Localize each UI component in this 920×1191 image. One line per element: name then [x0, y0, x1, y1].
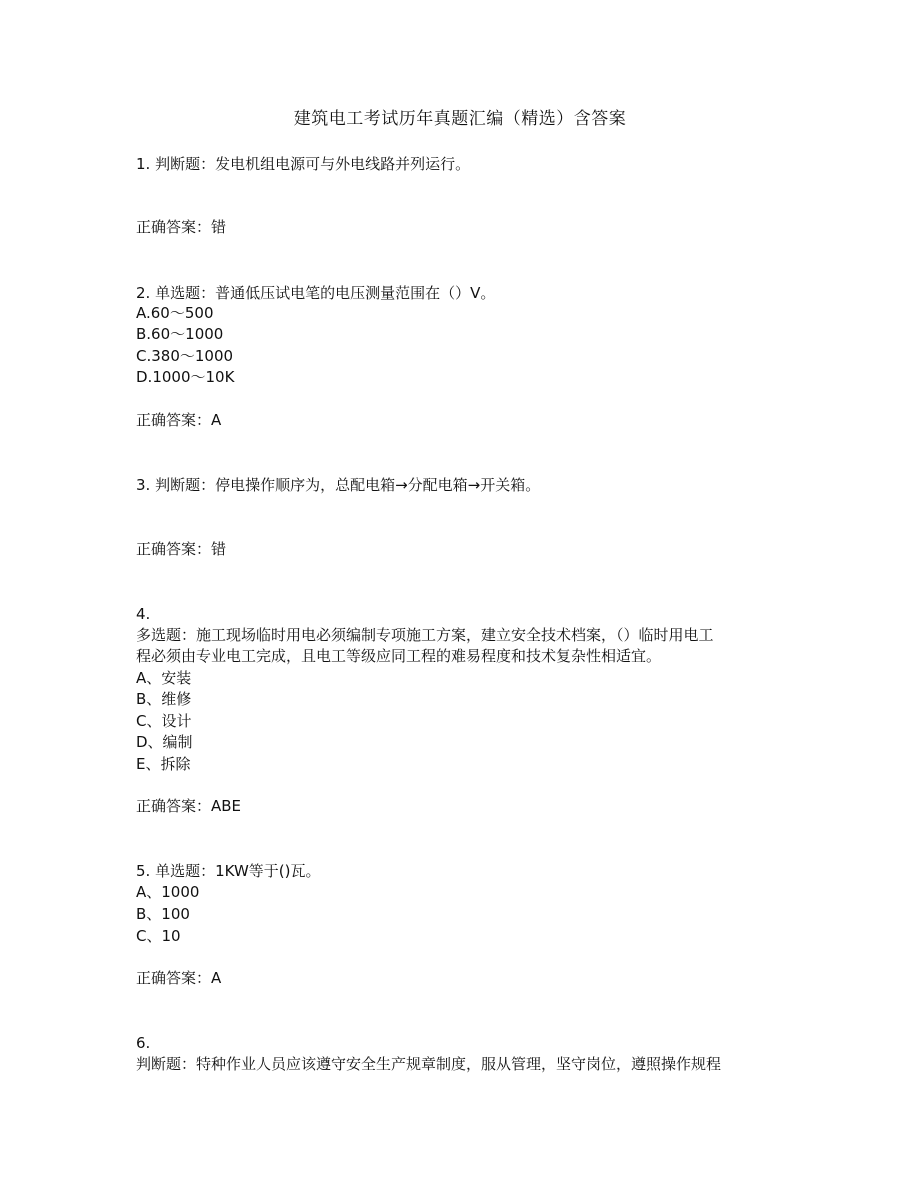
option-5c: C、10: [136, 927, 181, 945]
question-number: 1.: [136, 155, 151, 173]
question-1: [136, 153, 470, 175]
question-4-number: 4.: [136, 605, 151, 623]
question-number: 5.: [136, 862, 151, 880]
option-4d: D、编制: [136, 733, 193, 751]
option-4e: E、拆除: [136, 755, 191, 773]
question-4-prompt-line1: 多选题：施工现场临时用电必须编制专项施工方案，建立安全技术档案，（）临时用电工: [136, 626, 714, 644]
answer-1: 正确答案：错: [136, 218, 227, 236]
question-6-number: 6.: [136, 1034, 151, 1052]
question-3: [136, 474, 540, 496]
option-4b: B、维修: [136, 690, 192, 708]
question-5: [136, 860, 320, 882]
option-2c: C.380～1000: [136, 347, 234, 365]
option-4c: C、设计: [136, 712, 192, 730]
question-prompt: 判断题：停电操作顺序为，总配电箱→分配电箱→开关箱。: [155, 476, 541, 494]
option-4a: A、安装: [136, 669, 192, 687]
question-prompt: 判断题：发电机组电源可与外电线路并列运行。: [155, 155, 471, 173]
option-2b: B.60～1000: [136, 325, 224, 343]
answer-2: 正确答案：A: [136, 411, 222, 429]
option-2d: D.1000～10K: [136, 368, 235, 386]
question-prompt: 单选题：1KW等于()瓦。: [155, 862, 321, 880]
option-5b: B、100: [136, 905, 190, 923]
answer-5: 正确答案：A: [136, 969, 222, 987]
option-5a: A、1000: [136, 883, 200, 901]
option-2a: A.60～500: [136, 304, 214, 322]
question-number: 2.: [136, 284, 151, 302]
question-prompt: 单选题：普通低压试电笔的电压测量范围在（）V。: [155, 284, 496, 302]
answer-4: 正确答案：ABE: [136, 797, 242, 815]
question-2: [136, 282, 495, 304]
question-number: 3.: [136, 476, 151, 494]
question-4-prompt-line2: 程必须由专业电工完成，且电工等级应同工程的难易程度和技术复杂性相适宜。: [136, 647, 662, 665]
question-6-prompt: 判断题：特种作业人员应该遵守安全生产规章制度，服从管理，坚守岗位，遵照操作规程: [136, 1055, 722, 1073]
answer-3: 正确答案：错: [136, 540, 227, 558]
document-title: 建筑电工考试历年真题汇编（精选）含答案: [293, 109, 627, 129]
